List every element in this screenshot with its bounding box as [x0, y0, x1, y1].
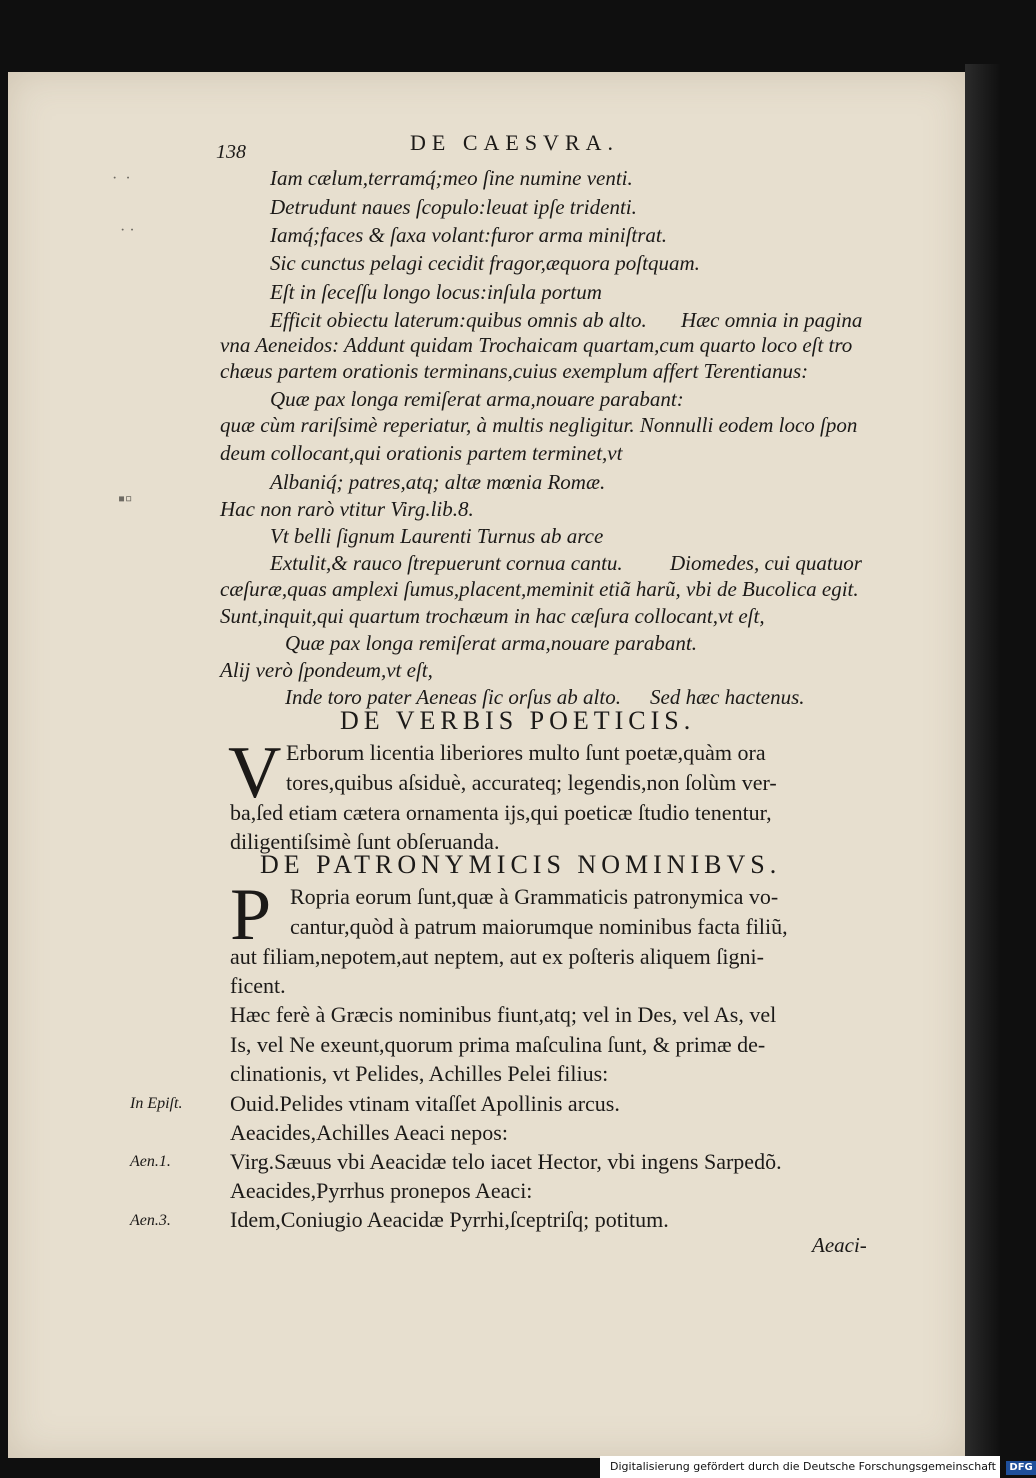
- body-line: Erborum licentia liberiores multo ſunt poetæ,quàm ora: [286, 740, 766, 765]
- margin-smudge: · ·: [120, 222, 135, 239]
- verse-line: Albaniq́; patres,atq; altæ mœnia Romæ.: [270, 470, 606, 494]
- verse-line: Efficit obiectu laterum:quibus omnis ab alto.: [270, 308, 647, 332]
- page-edge-shadow: [965, 64, 1000, 1456]
- prose-line: chæus partem orationis terminans,cuius exemplum affert Terentianus:: [220, 359, 809, 383]
- prose-line: Sunt,inquit,qui quartum trochæum in hac cæſura collocant,vt eſt,: [220, 604, 765, 628]
- body-line: ficent.: [230, 973, 286, 998]
- verse-line: Sic cunctus pelagi cecidit fragor,æquora poſtquam.: [270, 251, 700, 275]
- margin-note: Aen.1.: [130, 1153, 171, 1170]
- body-line: Is, vel Ne exeunt,quorum prima maſculina ſunt, & primæ de-: [230, 1032, 766, 1057]
- verse-line: Eſt in ſeceſſu longo locus:inſula portum: [270, 280, 602, 304]
- margin-note: Aen.3.: [130, 1212, 171, 1229]
- verse-line: Iamq́;faces & ſaxa volant:furor arma miniſtrat.: [270, 223, 668, 247]
- prose-line: quæ cùm rariſsimè reperiatur, à multis negligitur. Nonnulli eodem loco ſpon: [220, 413, 858, 437]
- body-line: ba,ſed etiam cætera ornamenta ijs,qui poeticæ ſtudio tenentur,: [230, 800, 772, 825]
- prose-line: Hæc omnia in pagina: [681, 308, 863, 332]
- section-heading: DE VERBIS POETICIS.: [340, 706, 696, 735]
- body-line: clinationis, vt Pelides, Achilles Pelei filius:: [230, 1061, 609, 1086]
- prose-line: Sed hæc hactenus.: [650, 685, 805, 709]
- page-number: 138: [216, 141, 246, 163]
- body-line: aut filiam,nepotem,aut neptem, aut ex poſteris aliquem ſigni-: [230, 944, 764, 969]
- body-line: Ropria eorum ſunt,quæ à Grammaticis patronymica vo-: [290, 884, 779, 909]
- footer-text: Digitalisierung gefördert durch die Deutsche Forschungsgemeinschaft -: [610, 1460, 1004, 1473]
- body-line: Idem,Coniugio Aeacidæ Pyrrhi,ſceptriſq; potitum.: [230, 1207, 669, 1232]
- drop-cap: V: [228, 732, 282, 814]
- digitization-footer: [600, 1456, 1033, 1478]
- body-line: diligentiſsimè ſunt obſeruanda.: [230, 829, 500, 854]
- margin-smudge: ▪▫: [118, 488, 133, 510]
- verse-line: Detrudunt naues ſcopulo:leuat ipſe tridenti.: [270, 195, 637, 219]
- body-line: Hæc ferè à Græcis nominibus fiunt,atq; vel in Des, vel As, vel: [230, 1002, 777, 1027]
- body-line: Virg.Sæuus vbi Aeacidæ telo iacet Hector, vbi ingens Sarpedõ.: [230, 1149, 782, 1174]
- verse-line: Extulit,& rauco ſtrepuerunt cornua cantu.: [270, 551, 623, 575]
- prose-line: cæſuræ,quas amplexi ſumus,placent,meminit etiã harũ, vbi de Bucolica egit.: [220, 577, 859, 601]
- prose-line: Diomedes, cui quatuor: [670, 551, 862, 575]
- dfg-logo: DFG: [1006, 1461, 1035, 1475]
- verse-line: Quæ pax longa remiſerat arma,nouare parabant:: [270, 387, 684, 411]
- margin-smudge: · ·: [112, 170, 131, 187]
- prose-line: Hac non rarò vtitur Virg.lib.8.: [220, 497, 474, 521]
- prose-line: vna Aeneidos: Addunt quidam Trochaicam quartam,cum quarto loco eſt tro: [220, 333, 853, 357]
- body-line: cantur,quòd à patrum maiorumque nominibus facta filiũ,: [290, 914, 788, 939]
- body-line: Ouid.Pelides vtinam vitaſſet Apollinis arcus.: [230, 1091, 620, 1116]
- section-heading: DE PATRONYMICIS NOMINIBVS.: [260, 850, 782, 879]
- body-line: tores,quibus aſsiduè, accurateq; legendis,non ſolùm ver-: [286, 770, 777, 795]
- verse-line: Quæ pax longa remiſerat arma,nouare parabant.: [285, 631, 698, 655]
- body-line: Aeacides,Achilles Aeaci nepos:: [230, 1120, 508, 1145]
- margin-note: In Epiſt.: [130, 1095, 183, 1112]
- body-line: Aeacides,Pyrrhus pronepos Aeaci:: [230, 1178, 533, 1203]
- prose-line: Alij verò ſpondeum,vt eſt,: [220, 658, 433, 682]
- prose-line: deum collocant,qui orationis partem terminet,vt: [220, 441, 623, 465]
- drop-cap: P: [230, 874, 272, 956]
- verse-line: Iam cælum,terramq́;meo ſine numine venti.: [270, 166, 633, 190]
- running-head: DE CAESVRA.: [410, 130, 620, 155]
- catchword: Aeaci-: [812, 1233, 867, 1257]
- verse-line: Vt belli ſignum Laurenti Turnus ab arce: [270, 524, 604, 548]
- verse-line: Inde toro pater Aeneas ſic orſus ab alto.: [285, 685, 621, 709]
